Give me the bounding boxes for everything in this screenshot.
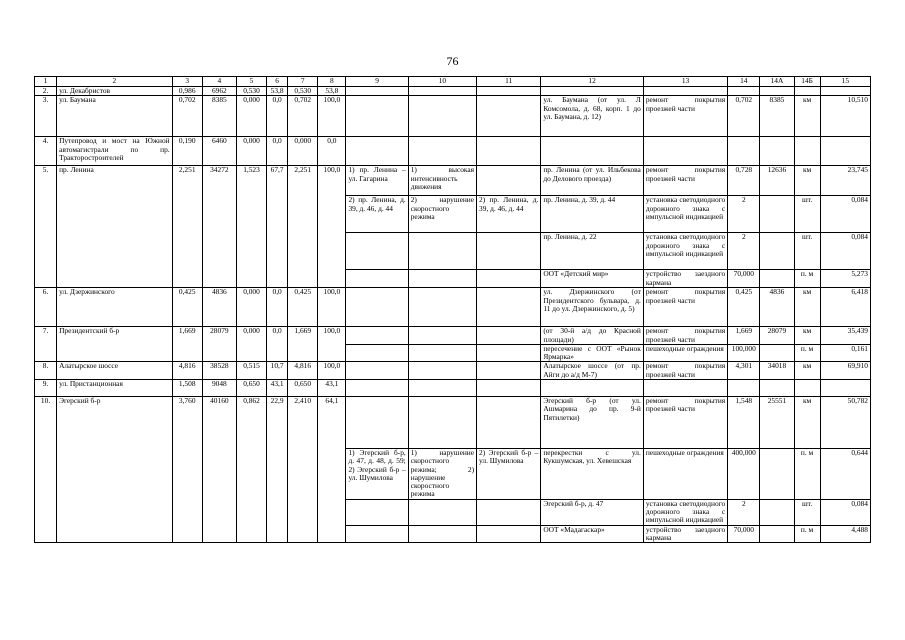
table-row	[35, 396, 871, 448]
place-cell	[477, 499, 541, 525]
section-cell	[346, 288, 408, 327]
area-cell	[760, 87, 794, 96]
reason-cell	[408, 525, 476, 543]
location-cell: пр. Ленина, д. 39, д. 44	[541, 196, 643, 233]
place-cell	[477, 396, 541, 448]
row-number-cell: 4.	[35, 137, 57, 166]
section-cell	[346, 379, 408, 396]
row-number-cell: 10.	[35, 396, 57, 542]
table-row	[35, 379, 871, 396]
value-cell: 0,530	[288, 87, 318, 96]
cost-cell: 23,745	[820, 166, 870, 196]
header-cell: 14Б	[794, 77, 820, 87]
value-cell: 34272	[202, 166, 236, 288]
reason-cell	[408, 270, 476, 288]
work-type-cell: ремонт покрытия проезжей части	[643, 96, 727, 137]
value-cell: 0,000	[236, 137, 266, 166]
header-cell: 9	[346, 77, 408, 87]
value-cell: 100,0	[318, 96, 346, 137]
reason-cell	[408, 233, 476, 270]
unit-cell: км	[794, 166, 820, 196]
value-cell: 4,816	[172, 362, 202, 380]
value-cell: 0,000	[236, 288, 266, 327]
location-cell: Алатырское шоссе (от пр. Айги до а/д М-7)	[541, 362, 643, 380]
place-cell	[477, 327, 541, 345]
header-cell: 3	[172, 77, 202, 87]
length-cell: 2	[728, 233, 760, 270]
value-cell: 3,760	[172, 396, 202, 542]
value-cell: 0,986	[172, 87, 202, 96]
reason-cell	[408, 96, 476, 137]
work-type-cell: установка светодиодного дорожного знака с импульсной индикацией	[643, 233, 727, 270]
area-cell: 8385	[760, 96, 794, 137]
section-cell	[346, 344, 408, 362]
reason-cell: 2) нарушение скоростного режима	[408, 196, 476, 233]
work-type-cell	[643, 379, 727, 396]
length-cell: 2	[728, 499, 760, 525]
place-cell	[477, 379, 541, 396]
location-cell: пр. Ленина, д. 22	[541, 233, 643, 270]
object-name-cell: Эгерский б-р	[57, 396, 173, 542]
unit-cell: км	[794, 396, 820, 448]
row-number-cell: 7.	[35, 327, 57, 362]
area-cell	[760, 137, 794, 166]
length-cell: 400,000	[728, 448, 760, 499]
object-name-cell: Путепровод и мост на Южной автомагистрали по пр. Тракторостроителей	[57, 137, 173, 166]
row-number-cell: 6.	[35, 288, 57, 327]
value-cell: 0,650	[288, 379, 318, 396]
place-cell	[477, 137, 541, 166]
header-cell: 12	[541, 77, 643, 87]
table-row	[35, 362, 871, 380]
work-type-cell: установка светодиодного дорожного знака с импульсной индикацией	[643, 499, 727, 525]
value-cell: 0,425	[288, 288, 318, 327]
cost-cell: 0,084	[820, 233, 870, 270]
work-type-cell: ремонт покрытия проезжей части	[643, 288, 727, 327]
reason-cell	[408, 137, 476, 166]
place-cell: 2) пр. Ленина, д. 39, д. 46, д. 44	[477, 196, 541, 233]
length-cell	[728, 137, 760, 166]
cost-cell	[820, 137, 870, 166]
unit-cell	[794, 379, 820, 396]
reason-cell	[408, 379, 476, 396]
reason-cell	[408, 327, 476, 345]
value-cell: 100,0	[318, 327, 346, 362]
work-type-cell: ремонт покрытия проезжей части	[643, 166, 727, 196]
length-cell: 1,548	[728, 396, 760, 448]
area-cell: 12636	[760, 166, 794, 196]
location-cell	[541, 137, 643, 166]
row-number-cell: 3.	[35, 96, 57, 137]
value-cell: 43,1	[318, 379, 346, 396]
cost-cell	[820, 87, 870, 96]
area-cell: 28079	[760, 327, 794, 345]
cost-cell: 10,510	[820, 96, 870, 137]
area-cell	[760, 499, 794, 525]
work-type-cell: устройство заездного кармана	[643, 525, 727, 543]
object-name-cell: Алатырское шоссе	[57, 362, 173, 380]
unit-cell: шт.	[794, 196, 820, 233]
unit-cell: шт.	[794, 499, 820, 525]
area-cell: 25551	[760, 396, 794, 448]
table-row	[35, 327, 871, 345]
header-row	[35, 77, 871, 87]
work-type-cell: пешеходные ограждения	[643, 448, 727, 499]
header-cell: 14А	[760, 77, 794, 87]
table-row	[35, 166, 871, 196]
place-cell	[477, 344, 541, 362]
table-row	[35, 87, 871, 96]
object-name-cell: пр. Ленина	[57, 166, 173, 288]
cost-cell: 4,488	[820, 525, 870, 543]
work-type-cell: ремонт покрытия проезжей части	[643, 362, 727, 380]
unit-cell: п. м	[794, 525, 820, 543]
cost-cell: 6,418	[820, 288, 870, 327]
row-number-cell: 8.	[35, 362, 57, 380]
length-cell: 70,000	[728, 270, 760, 288]
area-cell	[760, 233, 794, 270]
section-cell	[346, 270, 408, 288]
value-cell: 2,410	[288, 396, 318, 542]
area-cell	[760, 270, 794, 288]
section-cell: 1) пр. Ленина – ул. Гагарина	[346, 166, 408, 196]
section-cell	[346, 362, 408, 380]
value-cell: 1,669	[172, 327, 202, 362]
value-cell: 28079	[202, 327, 236, 362]
length-cell: 0,702	[728, 96, 760, 137]
place-cell	[477, 87, 541, 96]
header-cell: 4	[202, 77, 236, 87]
reason-cell	[408, 288, 476, 327]
location-cell	[541, 87, 643, 96]
area-cell	[760, 525, 794, 543]
work-type-cell: ремонт покрытия проезжей части	[643, 396, 727, 448]
header-cell: 7	[288, 77, 318, 87]
unit-cell: п. м	[794, 448, 820, 499]
work-type-cell: установка светодиодного дорожного знака с импульсной индикацией	[643, 196, 727, 233]
header-cell: 10	[408, 77, 476, 87]
table-row	[35, 137, 871, 166]
value-cell: 10,7	[267, 362, 288, 380]
place-cell	[477, 166, 541, 196]
section-cell	[346, 137, 408, 166]
length-cell: 0,728	[728, 166, 760, 196]
location-cell: Эгерский б-р, д. 47	[541, 499, 643, 525]
area-cell: 4836	[760, 288, 794, 327]
value-cell: 0,190	[172, 137, 202, 166]
length-cell	[728, 379, 760, 396]
location-cell: Эгерский б-р (от ул. Ашмарина до пр. 9-й Пятилетки)	[541, 396, 643, 448]
place-cell	[477, 362, 541, 380]
row-number-cell: 2.	[35, 87, 57, 96]
section-cell	[346, 327, 408, 345]
reason-cell: 1) высокая интенсивность движения	[408, 166, 476, 196]
unit-cell: км	[794, 96, 820, 137]
value-cell: 0,425	[172, 288, 202, 327]
unit-cell: п. м	[794, 270, 820, 288]
section-cell	[346, 525, 408, 543]
cost-cell: 5,273	[820, 270, 870, 288]
value-cell: 53,8	[267, 87, 288, 96]
length-cell: 70,000	[728, 525, 760, 543]
header-cell: 5	[236, 77, 266, 87]
value-cell: 0,0	[267, 288, 288, 327]
roads-table	[34, 76, 871, 543]
object-name-cell: ул. Дзержинского	[57, 288, 173, 327]
reason-cell	[408, 87, 476, 96]
value-cell: 67,7	[267, 166, 288, 288]
cost-cell	[820, 379, 870, 396]
cost-cell: 50,782	[820, 396, 870, 448]
work-type-cell	[643, 87, 727, 96]
area-cell: 34018	[760, 362, 794, 380]
header-cell: 11	[477, 77, 541, 87]
value-cell: 0,650	[236, 379, 266, 396]
object-name-cell: Президентский б-р	[57, 327, 173, 362]
value-cell: 8385	[202, 96, 236, 137]
table-row	[35, 288, 871, 327]
area-cell	[760, 344, 794, 362]
cost-cell: 0,084	[820, 196, 870, 233]
unit-cell: км	[794, 362, 820, 380]
value-cell: 100,0	[318, 288, 346, 327]
unit-cell: км	[794, 327, 820, 345]
value-cell: 6460	[202, 137, 236, 166]
location-cell: (от 30-й а/д до Красной площади)	[541, 327, 643, 345]
section-cell	[346, 96, 408, 137]
place-cell	[477, 233, 541, 270]
place-cell: 2) Эгерский б-р – ул. Шумилова	[477, 448, 541, 499]
place-cell	[477, 270, 541, 288]
work-type-cell: устройство заездного кармана	[643, 270, 727, 288]
value-cell: 0,0	[267, 137, 288, 166]
section-cell: 2) пр. Ленина, д. 39, д. 46, д. 44	[346, 196, 408, 233]
location-cell: пересечение с ООТ «Рынок Ярмарка»	[541, 344, 643, 362]
value-cell: 0,000	[236, 96, 266, 137]
page-number: 76	[446, 54, 459, 68]
value-cell: 43,1	[267, 379, 288, 396]
value-cell: 0,702	[288, 96, 318, 137]
unit-cell: п. м	[794, 344, 820, 362]
length-cell	[728, 87, 760, 96]
value-cell: 40160	[202, 396, 236, 542]
value-cell: 1,669	[288, 327, 318, 362]
header-cell: 1	[35, 77, 57, 87]
unit-cell	[794, 137, 820, 166]
value-cell: 1,508	[172, 379, 202, 396]
section-cell	[346, 87, 408, 96]
length-cell: 100,000	[728, 344, 760, 362]
work-type-cell: пешеходные ограждения	[643, 344, 727, 362]
object-name-cell: ул. Баумана	[57, 96, 173, 137]
value-cell: 1,523	[236, 166, 266, 288]
section-cell	[346, 499, 408, 525]
unit-cell: км	[794, 288, 820, 327]
row-number-cell: 5.	[35, 166, 57, 288]
length-cell: 2	[728, 196, 760, 233]
value-cell: 0,0	[267, 96, 288, 137]
section-cell: 1) Эгерский б-р, д. 47, д. 48, д. 59; 2) Эгерский б-р – ул. Шумилова	[346, 448, 408, 499]
row-number-cell: 9.	[35, 379, 57, 396]
header-cell: 14	[728, 77, 760, 87]
location-cell: ул. Баумана (от ул. Л Комсомола, д. 68, корп. 1 до ул. Баумана, д. 12)	[541, 96, 643, 137]
value-cell: 53,8	[318, 87, 346, 96]
value-cell: 0,000	[288, 137, 318, 166]
location-cell: ООТ «Мадагаскар»	[541, 525, 643, 543]
area-cell	[760, 448, 794, 499]
value-cell: 6962	[202, 87, 236, 96]
length-cell: 4,301	[728, 362, 760, 380]
cost-cell: 35,439	[820, 327, 870, 345]
location-cell: ООТ «Детский мир»	[541, 270, 643, 288]
reason-cell	[408, 396, 476, 448]
header-cell: 15	[820, 77, 870, 87]
object-name-cell: ул. Пристанционная	[57, 379, 173, 396]
work-type-cell: ремонт покрытия проезжей части	[643, 327, 727, 345]
value-cell: 0,862	[236, 396, 266, 542]
value-cell: 0,530	[236, 87, 266, 96]
value-cell: 0,515	[236, 362, 266, 380]
section-cell	[346, 396, 408, 448]
value-cell: 9048	[202, 379, 236, 396]
header-cell: 6	[267, 77, 288, 87]
place-cell	[477, 96, 541, 137]
object-name-cell: ул. Декабристов	[57, 87, 173, 96]
value-cell: 0,000	[236, 327, 266, 362]
value-cell: 2,251	[172, 166, 202, 288]
cost-cell: 0,084	[820, 499, 870, 525]
place-cell	[477, 525, 541, 543]
value-cell: 64,1	[318, 396, 346, 542]
value-cell: 4,816	[288, 362, 318, 380]
value-cell: 0,702	[172, 96, 202, 137]
area-cell	[760, 196, 794, 233]
header-cell: 13	[643, 77, 727, 87]
place-cell	[477, 288, 541, 327]
value-cell: 4836	[202, 288, 236, 327]
value-cell: 38528	[202, 362, 236, 380]
area-cell	[760, 379, 794, 396]
value-cell: 22,9	[267, 396, 288, 542]
length-cell: 0,425	[728, 288, 760, 327]
value-cell: 2,251	[288, 166, 318, 288]
header-cell: 8	[318, 77, 346, 87]
location-cell	[541, 379, 643, 396]
work-type-cell	[643, 137, 727, 166]
value-cell: 100,0	[318, 166, 346, 288]
value-cell: 100,0	[318, 362, 346, 380]
reason-cell	[408, 344, 476, 362]
length-cell: 1,669	[728, 327, 760, 345]
section-cell	[346, 233, 408, 270]
header-cell: 2	[57, 77, 173, 87]
location-cell: пр. Ленина (от ул. Ильбекова до Делового проезда)	[541, 166, 643, 196]
cost-cell: 69,910	[820, 362, 870, 380]
reason-cell	[408, 499, 476, 525]
location-cell: перекрестки с ул. Кукшумская, ул. Хевешская	[541, 448, 643, 499]
cost-cell: 0,161	[820, 344, 870, 362]
reason-cell	[408, 362, 476, 380]
cost-cell: 0,644	[820, 448, 870, 499]
unit-cell	[794, 87, 820, 96]
unit-cell: шт.	[794, 233, 820, 270]
value-cell: 0,0	[318, 137, 346, 166]
table-row	[35, 96, 871, 137]
value-cell: 0,0	[267, 327, 288, 362]
reason-cell: 1) нарушение скоростного режима; 2) нарушение скоростного режима	[408, 448, 476, 499]
location-cell: ул. Дзержинского (от Президентского бульвара, д. 11 до ул. Дзержинского, д. 5)	[541, 288, 643, 327]
